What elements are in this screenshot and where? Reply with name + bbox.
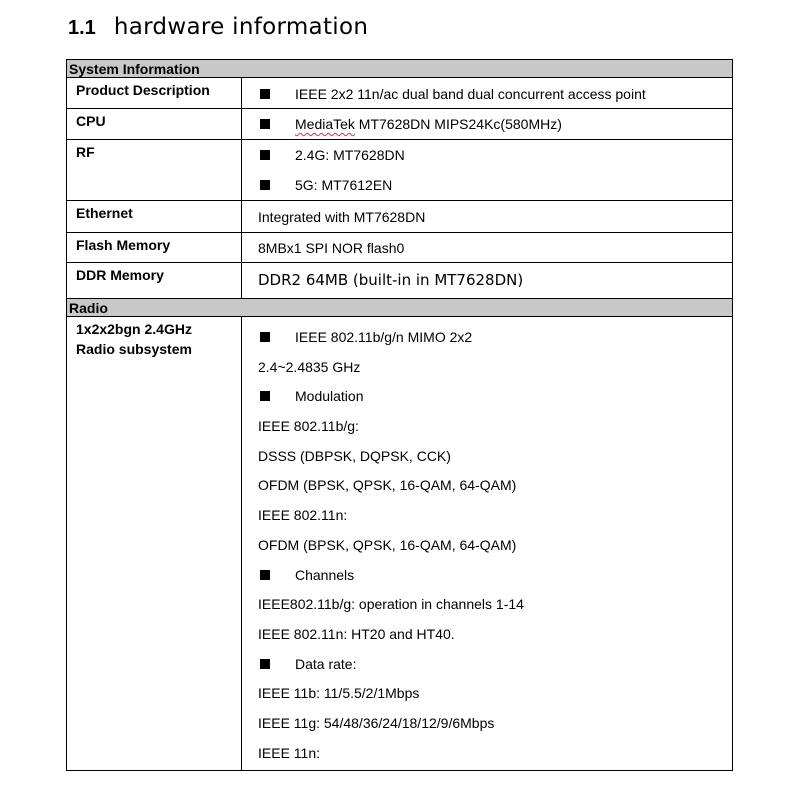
section-number: 1.1 [68, 17, 96, 39]
value-text: 8MBx1 SPI NOR flash0 [258, 240, 405, 256]
section-header-radio: Radio [67, 299, 732, 317]
row-label: CPU [67, 109, 242, 139]
row-label-line: 1x2x2bgn 2.4GHz [76, 321, 192, 337]
row-label [67, 317, 242, 770]
row-label: Flash Memory [67, 233, 242, 262]
table-row [67, 317, 732, 770]
section-header-system: System Information [67, 60, 732, 78]
value-text: IEEE 11g: 54/48/36/24/18/12/9/6Mbps [258, 714, 495, 731]
value-text: MT7628DN MIPS24Kc(580MHz) [354, 116, 562, 132]
table-row [67, 140, 732, 201]
bullet-square-icon [260, 570, 270, 580]
row-value [242, 263, 732, 298]
value-text: IEEE 802.11n: [258, 507, 348, 524]
table-row [67, 201, 732, 233]
row-value [242, 78, 732, 108]
row-label: Ethernet [67, 201, 242, 232]
bullet-square-icon [260, 119, 270, 129]
row-value [242, 201, 732, 232]
table-row [67, 78, 732, 109]
bullet-square-icon [260, 391, 270, 401]
spec-table [66, 59, 733, 771]
value-text: IEEE 802.11n: HT20 and HT40. [258, 625, 455, 642]
value-text: IEEE802.11b/g: operation in channels 1-14 [258, 596, 524, 613]
bullet-square-icon [260, 332, 270, 342]
bullet-square-icon [260, 89, 270, 99]
row-value [242, 233, 732, 262]
table-row [67, 263, 732, 299]
value-text: OFDM (BPSK, QPSK, 16-QAM, 64-QAM) [258, 536, 517, 553]
value-text: Channels [295, 566, 355, 583]
value-text: 2.4~2.4835 GHz [258, 358, 361, 375]
value-text: Data rate: [295, 655, 357, 672]
row-label-line: Radio subsystem [76, 341, 192, 357]
row-value [242, 109, 732, 139]
row-label: Product Description [67, 78, 242, 108]
section-title: hardware information [113, 14, 369, 40]
bullet-square-icon [260, 150, 270, 160]
row-value [242, 140, 732, 200]
value-text: DSSS (DBPSK, DQPSK, CCK) [258, 447, 451, 464]
table-row [67, 109, 732, 140]
bullet-square-icon [260, 180, 270, 190]
bullet-square-icon [260, 659, 270, 669]
value-text-brand: MediaTek [295, 116, 355, 132]
value-text: 2.4G: MT7628DN [295, 147, 405, 163]
value-text: IEEE 11n: [258, 744, 321, 761]
value-text: IEEE 11b: 11/5.5/2/1Mbps [258, 685, 420, 702]
value-text: IEEE 802.11b/g: [258, 418, 359, 435]
row-label: DDR Memory [67, 263, 242, 298]
section-heading [68, 14, 368, 40]
value-text: 5G: MT7612EN [295, 176, 393, 193]
row-value [242, 317, 732, 770]
table-row [67, 233, 732, 263]
value-text: IEEE 2x2 11n/ac dual band dual concurrent access point [295, 86, 646, 102]
row-label: RF [67, 140, 242, 200]
value-text: OFDM (BPSK, QPSK, 16-QAM, 64-QAM) [258, 477, 517, 494]
value-text: Integrated with MT7628DN [258, 209, 426, 225]
value-text: IEEE 802.11b/g/n MIMO 2x2 [295, 329, 473, 345]
value-text: DDR2 64MB (built-in in MT7628DN) [258, 271, 524, 289]
value-text: Modulation [295, 388, 364, 405]
